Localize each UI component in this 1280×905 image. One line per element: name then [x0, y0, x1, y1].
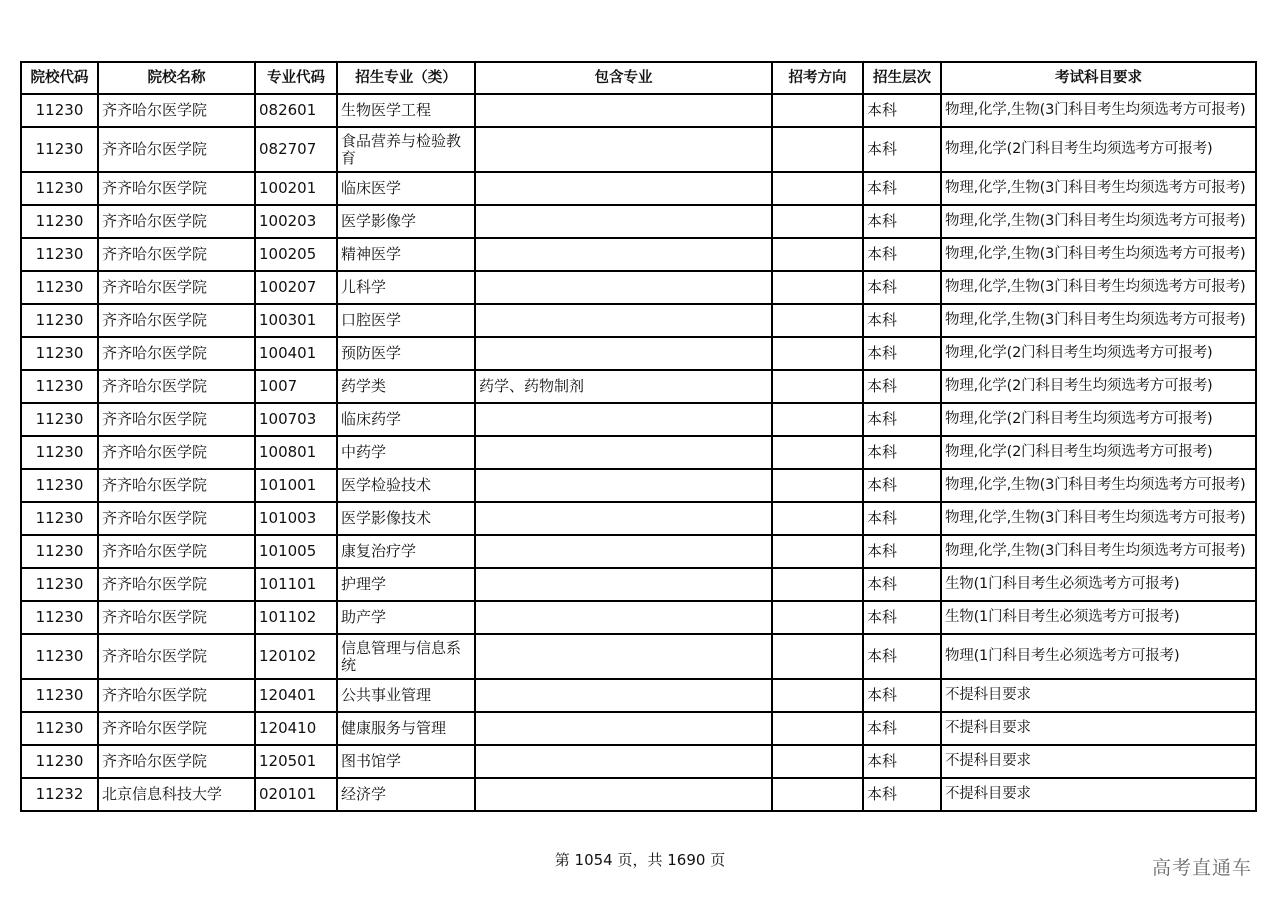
included-majors-cell [475, 304, 772, 337]
major-code-cell: 100205 [255, 238, 337, 271]
major-code-cell: 100801 [255, 436, 337, 469]
subject-requirements-cell: 不提科目要求 [941, 712, 1256, 745]
major-cell: 医学影像学 [337, 205, 475, 238]
major-cell: 临床药学 [337, 403, 475, 436]
level-cell: 本科 [863, 601, 941, 634]
direction-cell [772, 403, 863, 436]
school-code-cell: 11230 [21, 337, 98, 370]
major-cell: 预防医学 [337, 337, 475, 370]
school-code-cell: 11230 [21, 679, 98, 712]
table-row [21, 304, 1256, 337]
header-school-code: 院校代码 [21, 62, 98, 94]
direction-cell [772, 469, 863, 502]
included-majors-cell [475, 172, 772, 205]
subject-requirements-cell: 生物(1门科目考生必须选考方可报考) [941, 601, 1256, 634]
school-code-cell: 11230 [21, 205, 98, 238]
school-name-cell: 齐齐哈尔医学院 [98, 337, 255, 370]
level-cell: 本科 [863, 778, 941, 811]
school-code-cell: 11230 [21, 271, 98, 304]
included-majors-cell [475, 337, 772, 370]
included-majors-cell [475, 205, 772, 238]
level-cell: 本科 [863, 172, 941, 205]
major-code-cell: 100401 [255, 337, 337, 370]
school-code-cell: 11230 [21, 469, 98, 502]
subject-requirements-cell: 物理,化学,生物(3门科目考生均须选考方可报考) [941, 238, 1256, 271]
school-name-cell: 齐齐哈尔医学院 [98, 634, 255, 679]
major-code-cell: 100201 [255, 172, 337, 205]
school-name-cell: 齐齐哈尔医学院 [98, 436, 255, 469]
subject-requirements-cell: 物理,化学(2门科目考生均须选考方可报考) [941, 337, 1256, 370]
table-row [21, 436, 1256, 469]
major-cell: 临床医学 [337, 172, 475, 205]
major-code-cell: 101101 [255, 568, 337, 601]
table-row [21, 712, 1256, 745]
school-name-cell: 齐齐哈尔医学院 [98, 568, 255, 601]
school-name-cell: 齐齐哈尔医学院 [98, 502, 255, 535]
direction-cell [772, 568, 863, 601]
school-name-cell: 齐齐哈尔医学院 [98, 601, 255, 634]
table-row [21, 127, 1256, 172]
direction-cell [772, 370, 863, 403]
major-cell: 护理学 [337, 568, 475, 601]
level-cell: 本科 [863, 679, 941, 712]
subject-requirements-cell: 物理,化学,生物(3门科目考生均须选考方可报考) [941, 535, 1256, 568]
table-row [21, 502, 1256, 535]
level-cell: 本科 [863, 436, 941, 469]
level-cell: 本科 [863, 304, 941, 337]
major-code-cell: 100203 [255, 205, 337, 238]
direction-cell [772, 205, 863, 238]
school-code-cell: 11230 [21, 712, 98, 745]
school-code-cell: 11230 [21, 127, 98, 172]
subject-requirements-cell: 物理,化学,生物(3门科目考生均须选考方可报考) [941, 172, 1256, 205]
header-level: 招生层次 [863, 62, 941, 94]
school-code-cell: 11230 [21, 172, 98, 205]
subject-requirements-cell: 物理,化学,生物(3门科目考生均须选考方可报考) [941, 94, 1256, 127]
direction-cell [772, 712, 863, 745]
level-cell: 本科 [863, 568, 941, 601]
table-row [21, 679, 1256, 712]
school-code-cell: 11230 [21, 745, 98, 778]
included-majors-cell [475, 601, 772, 634]
level-cell: 本科 [863, 94, 941, 127]
school-code-cell: 11230 [21, 535, 98, 568]
table-row [21, 271, 1256, 304]
table-row [21, 601, 1256, 634]
header-major-code: 专业代码 [255, 62, 337, 94]
school-name-cell: 齐齐哈尔医学院 [98, 94, 255, 127]
school-name-cell: 齐齐哈尔医学院 [98, 370, 255, 403]
school-name-cell: 齐齐哈尔医学院 [98, 679, 255, 712]
major-code-cell: 101001 [255, 469, 337, 502]
direction-cell [772, 271, 863, 304]
direction-cell [772, 172, 863, 205]
direction-cell [772, 502, 863, 535]
subject-requirements-cell: 物理,化学,生物(3门科目考生均须选考方可报考) [941, 205, 1256, 238]
header-major: 招生专业（类） [337, 62, 475, 94]
direction-cell [772, 601, 863, 634]
direction-cell [772, 778, 863, 811]
level-cell: 本科 [863, 370, 941, 403]
subject-requirements-cell: 物理,化学,生物(3门科目考生均须选考方可报考) [941, 271, 1256, 304]
subject-requirements-cell: 物理,化学(2门科目考生均须选考方可报考) [941, 436, 1256, 469]
included-majors-cell [475, 634, 772, 679]
school-name-cell: 齐齐哈尔医学院 [98, 205, 255, 238]
subject-requirements-cell: 不提科目要求 [941, 679, 1256, 712]
table-row [21, 568, 1256, 601]
subject-requirements-cell: 物理,化学(2门科目考生均须选考方可报考) [941, 403, 1256, 436]
header-row [21, 62, 1256, 94]
major-code-cell: 100207 [255, 271, 337, 304]
included-majors-cell [475, 94, 772, 127]
included-majors-cell [475, 502, 772, 535]
included-majors-cell [475, 271, 772, 304]
major-code-cell: 1007 [255, 370, 337, 403]
school-name-cell: 齐齐哈尔医学院 [98, 469, 255, 502]
table-row [21, 634, 1256, 679]
included-majors-cell [475, 568, 772, 601]
major-code-cell: 101102 [255, 601, 337, 634]
major-cell: 经济学 [337, 778, 475, 811]
table-row [21, 172, 1256, 205]
level-cell: 本科 [863, 745, 941, 778]
school-code-cell: 11230 [21, 568, 98, 601]
level-cell: 本科 [863, 712, 941, 745]
major-cell: 康复治疗学 [337, 535, 475, 568]
school-code-cell: 11230 [21, 238, 98, 271]
school-code-cell: 11230 [21, 370, 98, 403]
direction-cell [772, 436, 863, 469]
major-cell: 中药学 [337, 436, 475, 469]
school-name-cell: 齐齐哈尔医学院 [98, 304, 255, 337]
school-name-cell: 齐齐哈尔医学院 [98, 271, 255, 304]
included-majors-cell [475, 712, 772, 745]
table-row [21, 94, 1256, 127]
watermark-text: 高考直通车 [1151, 857, 1252, 879]
table-row [21, 745, 1256, 778]
level-cell: 本科 [863, 502, 941, 535]
major-cell: 药学类 [337, 370, 475, 403]
level-cell: 本科 [863, 469, 941, 502]
level-cell: 本科 [863, 634, 941, 679]
subject-requirements-cell: 物理,化学,生物(3门科目考生均须选考方可报考) [941, 304, 1256, 337]
subject-requirements-cell: 物理(1门科目考生必须选考方可报考) [941, 634, 1256, 679]
included-majors-cell [475, 403, 772, 436]
table-row [21, 205, 1256, 238]
level-cell: 本科 [863, 271, 941, 304]
header-included-majors: 包含专业 [475, 62, 772, 94]
level-cell: 本科 [863, 403, 941, 436]
included-majors-cell [475, 469, 772, 502]
school-name-cell: 齐齐哈尔医学院 [98, 127, 255, 172]
school-code-cell: 11230 [21, 502, 98, 535]
major-cell: 信息管理与信息系统 [337, 634, 475, 679]
major-cell: 食品营养与检验教育 [337, 127, 475, 172]
level-cell: 本科 [863, 127, 941, 172]
subject-requirements-cell: 生物(1门科目考生必须选考方可报考) [941, 568, 1256, 601]
major-cell: 医学检验技术 [337, 469, 475, 502]
major-cell: 图书馆学 [337, 745, 475, 778]
school-name-cell: 齐齐哈尔医学院 [98, 745, 255, 778]
school-name-cell: 齐齐哈尔医学院 [98, 712, 255, 745]
school-code-cell: 11230 [21, 403, 98, 436]
header-direction: 招考方向 [772, 62, 863, 94]
school-code-cell: 11230 [21, 601, 98, 634]
table-row [21, 337, 1256, 370]
school-name-cell: 齐齐哈尔医学院 [98, 535, 255, 568]
major-code-cell: 020101 [255, 778, 337, 811]
subject-requirements-cell: 物理,化学(2门科目考生均须选考方可报考) [941, 370, 1256, 403]
table-row [21, 535, 1256, 568]
major-code-cell: 101005 [255, 535, 337, 568]
major-cell: 健康服务与管理 [337, 712, 475, 745]
page-number: 第 1054 页，共 1690 页 [554, 851, 726, 869]
major-code-cell: 120102 [255, 634, 337, 679]
school-name-cell: 齐齐哈尔医学院 [98, 238, 255, 271]
table-body [21, 94, 1256, 811]
subject-requirements-cell: 物理,化学(2门科目考生均须选考方可报考) [941, 127, 1256, 172]
direction-cell [772, 634, 863, 679]
included-majors-cell [475, 127, 772, 172]
subject-requirements-cell: 物理,化学,生物(3门科目考生均须选考方可报考) [941, 502, 1256, 535]
major-code-cell: 082707 [255, 127, 337, 172]
major-code-cell: 082601 [255, 94, 337, 127]
direction-cell [772, 304, 863, 337]
school-code-cell: 11232 [21, 778, 98, 811]
direction-cell [772, 337, 863, 370]
school-code-cell: 11230 [21, 94, 98, 127]
subject-requirements-cell: 不提科目要求 [941, 778, 1256, 811]
major-cell: 助产学 [337, 601, 475, 634]
header-school-name: 院校名称 [98, 62, 255, 94]
major-code-cell: 120501 [255, 745, 337, 778]
major-code-cell: 120410 [255, 712, 337, 745]
school-code-cell: 11230 [21, 304, 98, 337]
admissions-table [20, 61, 1257, 812]
included-majors-cell [475, 778, 772, 811]
table-row [21, 469, 1256, 502]
school-name-cell: 齐齐哈尔医学院 [98, 403, 255, 436]
included-majors-cell [475, 679, 772, 712]
direction-cell [772, 745, 863, 778]
school-code-cell: 11230 [21, 634, 98, 679]
included-majors-cell [475, 745, 772, 778]
school-code-cell: 11230 [21, 436, 98, 469]
school-name-cell: 北京信息科技大学 [98, 778, 255, 811]
included-majors-cell [475, 436, 772, 469]
major-code-cell: 101003 [255, 502, 337, 535]
table-row [21, 238, 1256, 271]
included-majors-cell [475, 238, 772, 271]
major-cell: 精神医学 [337, 238, 475, 271]
level-cell: 本科 [863, 337, 941, 370]
direction-cell [772, 127, 863, 172]
major-cell: 口腔医学 [337, 304, 475, 337]
major-code-cell: 120401 [255, 679, 337, 712]
major-code-cell: 100301 [255, 304, 337, 337]
direction-cell [772, 535, 863, 568]
level-cell: 本科 [863, 238, 941, 271]
major-cell: 儿科学 [337, 271, 475, 304]
included-majors-cell: 药学、药物制剂 [475, 370, 772, 403]
major-cell: 生物医学工程 [337, 94, 475, 127]
level-cell: 本科 [863, 205, 941, 238]
major-cell: 医学影像技术 [337, 502, 475, 535]
table-row [21, 370, 1256, 403]
table-row [21, 403, 1256, 436]
included-majors-cell [475, 535, 772, 568]
table-row [21, 778, 1256, 811]
direction-cell [772, 679, 863, 712]
direction-cell [772, 238, 863, 271]
level-cell: 本科 [863, 535, 941, 568]
major-cell: 公共事业管理 [337, 679, 475, 712]
school-name-cell: 齐齐哈尔医学院 [98, 172, 255, 205]
direction-cell [772, 94, 863, 127]
subject-requirements-cell: 不提科目要求 [941, 745, 1256, 778]
subject-requirements-cell: 物理,化学,生物(3门科目考生均须选考方可报考) [941, 469, 1256, 502]
major-code-cell: 100703 [255, 403, 337, 436]
header-subject-requirements: 考试科目要求 [941, 62, 1256, 94]
